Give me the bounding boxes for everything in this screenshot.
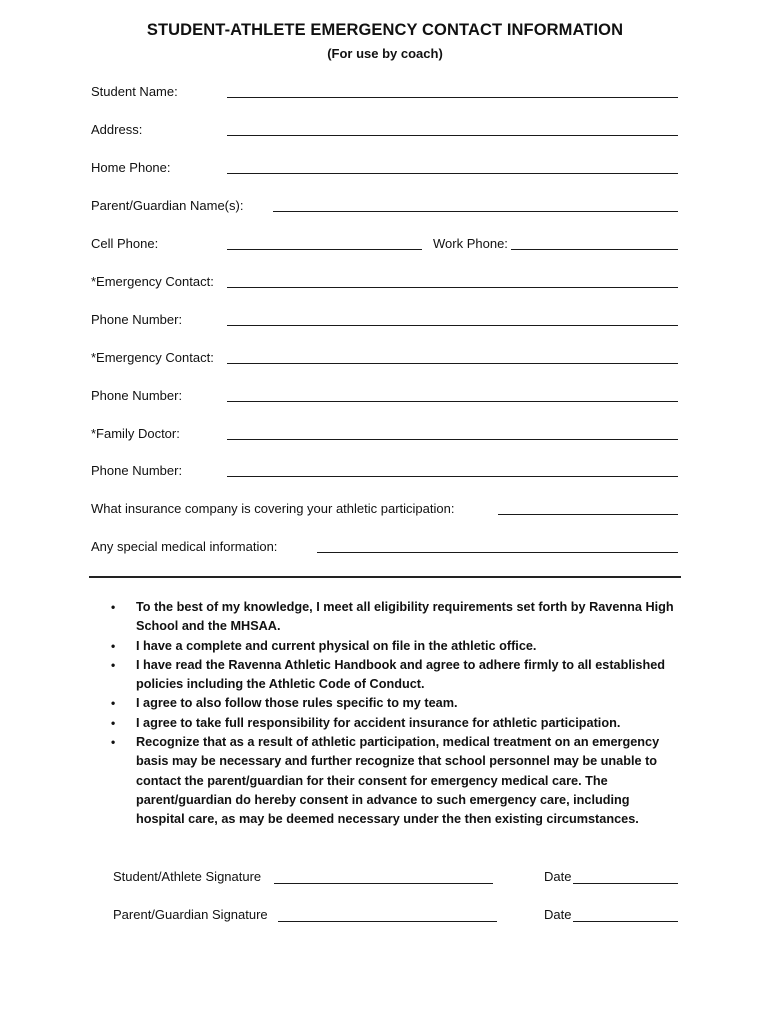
- emergency-contact-2-field[interactable]: [227, 363, 678, 364]
- phone-number-2-field[interactable]: [227, 401, 678, 402]
- agreement-text: To the best of my knowledge, I meet all eligibility requirements set forth by Ravenna High School and the MHSAA.: [136, 600, 674, 634]
- agreement-text: I have a complete and current physical on file in the athletic office.: [136, 638, 537, 653]
- address-field[interactable]: [227, 135, 678, 136]
- phone-number-2-label: Phone Number:: [91, 388, 183, 403]
- agreement-item-insurance: [0, 714, 676, 733]
- parent-signature-field[interactable]: [278, 921, 497, 922]
- phone-number-3-label: Phone Number:: [91, 463, 183, 478]
- phone-number-3-field[interactable]: [227, 476, 678, 477]
- form-title: STUDENT-ATHLETE EMERGENCY CONTACT INFORMATION: [146, 21, 624, 39]
- student-date-field[interactable]: [573, 883, 678, 884]
- section-divider: [89, 576, 681, 578]
- bullet-icon: •: [111, 600, 116, 614]
- student-name-label: Student Name:: [91, 84, 178, 99]
- emergency-contact-2-label: *Emergency Contact:: [91, 350, 214, 365]
- agreement-item-handbook: [0, 656, 676, 695]
- emergency-contact-1-label: *Emergency Contact:: [91, 274, 214, 289]
- insurance-label: What insurance company is covering your athletic participation:: [91, 501, 455, 516]
- agreement-text: I agree to also follow those rules specific to my team.: [136, 696, 458, 711]
- bullet-icon: •: [111, 638, 116, 653]
- phone-number-1-label: Phone Number:: [91, 312, 183, 327]
- agreement-item-physical: [0, 637, 676, 656]
- home-phone-label: Home Phone:: [91, 160, 171, 175]
- work-phone-label: Work Phone:: [433, 236, 508, 251]
- student-signature-field[interactable]: [274, 883, 493, 884]
- student-date-label: Date: [544, 869, 572, 884]
- medical-info-field[interactable]: [317, 552, 678, 553]
- work-phone-field[interactable]: [511, 249, 678, 250]
- parent-signature-label: Parent/Guardian Signature: [113, 907, 268, 922]
- agreement-text: I agree to take full responsibility for accident insurance for athletic participation.: [136, 715, 621, 730]
- emergency-contact-1-field[interactable]: [227, 287, 678, 288]
- student-name-field[interactable]: [227, 97, 678, 98]
- student-signature-label: Student/Athlete Signature: [113, 869, 262, 884]
- bullet-icon: •: [111, 696, 116, 711]
- cell-phone-label: Cell Phone:: [91, 236, 159, 251]
- address-label: Address:: [91, 122, 143, 137]
- medical-info-label: Any special medical information:: [91, 539, 278, 554]
- agreement-item-team-rules: [0, 694, 676, 713]
- bullet-icon: •: [111, 715, 116, 730]
- parent-guardian-names-field[interactable]: [273, 211, 678, 212]
- parent-guardian-names-label: Parent/Guardian Name(s):: [91, 198, 244, 213]
- parent-date-label: Date: [544, 907, 572, 922]
- cell-phone-field[interactable]: [227, 249, 422, 250]
- bullet-icon: •: [111, 735, 116, 750]
- bullet-icon: •: [111, 657, 116, 672]
- parent-date-field[interactable]: [573, 921, 678, 922]
- form-subtitle: (For use by coach): [327, 46, 443, 61]
- agreement-item-eligibility: [0, 598, 676, 637]
- agreement-list: [0, 598, 770, 830]
- insurance-field[interactable]: [498, 514, 678, 515]
- agreement-item-emergency-consent: [0, 733, 676, 829]
- phone-number-1-field[interactable]: [227, 325, 678, 326]
- agreement-text: Recognize that as a result of athletic participation, medical treatment on an emergency basis may be necessary and further recognize that school personnel may be unable to contact the parent/guardian for their consent for emergency medical care. The parent/guardian do hereby consent in advance to such emergency care, including hospital care, as may be deemed necessary under the then existing circumstances.: [136, 735, 660, 827]
- agreement-text: I have read the Ravenna Athletic Handbook and agree to adhere firmly to all established policies including the Athletic Code of Conduct.: [136, 657, 666, 692]
- family-doctor-label: *Family Doctor:: [91, 426, 180, 441]
- home-phone-field[interactable]: [227, 173, 678, 174]
- family-doctor-field[interactable]: [227, 439, 678, 440]
